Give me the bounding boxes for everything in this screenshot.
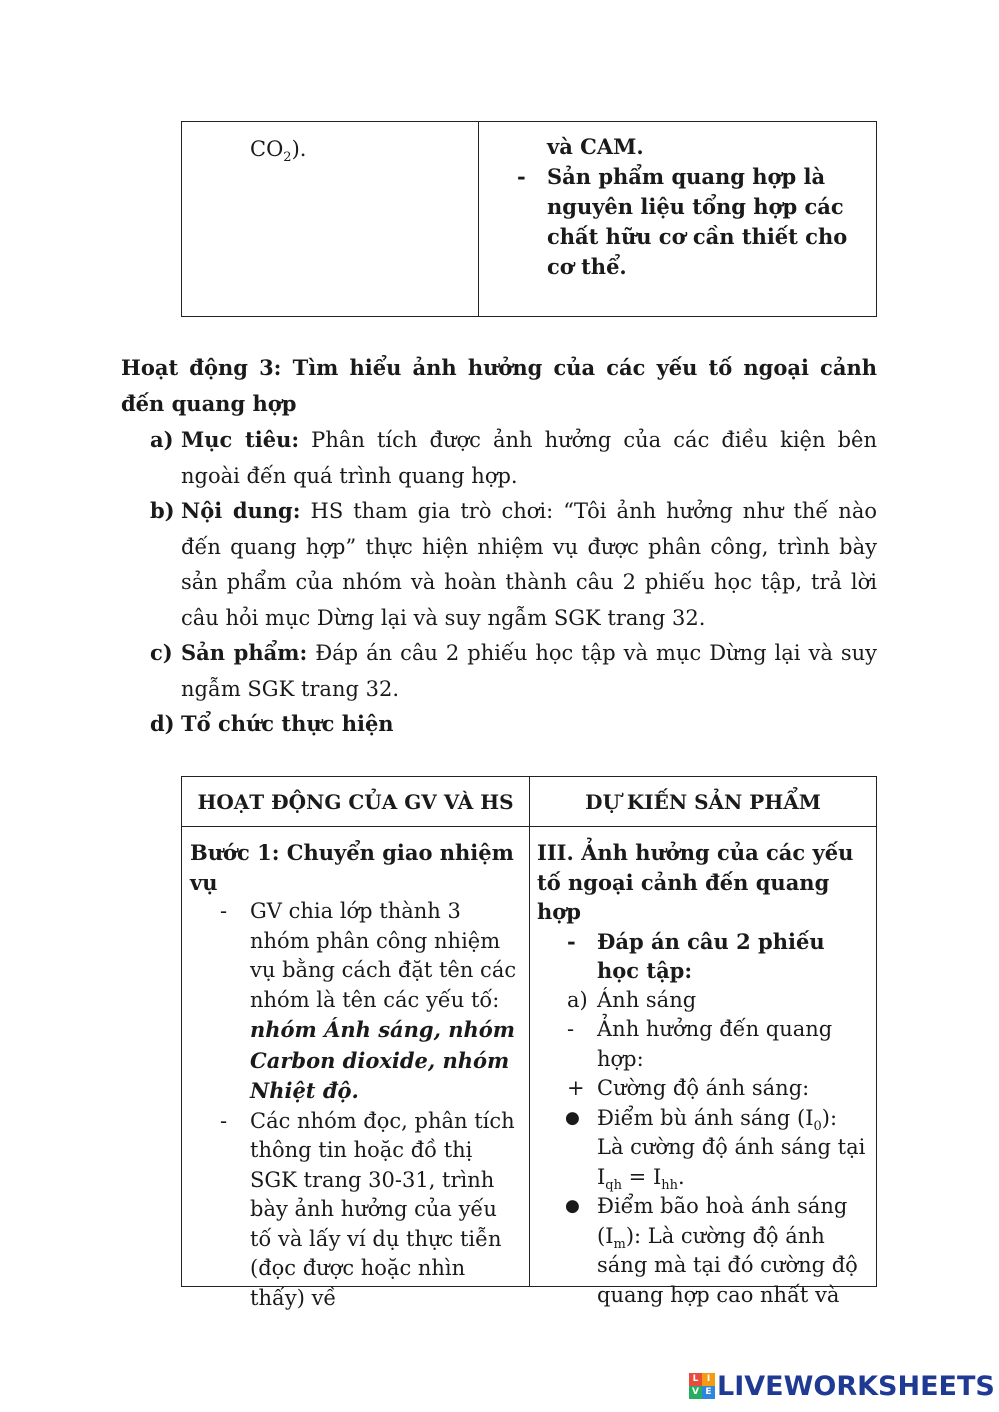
liveworksheets-logo [689, 1368, 995, 1404]
item-marker: b) [150, 498, 175, 523]
logo-letter: E [702, 1386, 715, 1399]
logo-letter: V [689, 1386, 702, 1399]
bullet-text: Các nhóm đọc, phân tích thông tin hoặc đồ thị SGK trang 30-31, trình bày ảnh hưởng của yếu tố và lấy ví dụ thực tiễn (đọc được hoặc nhìn thấy) về [250, 1108, 515, 1310]
continuation-left-cell [182, 122, 479, 316]
logo-letter: I [702, 1373, 715, 1386]
bullet-group-assignment [190, 897, 522, 1107]
continuation-right-cell [479, 122, 876, 316]
item-text: Phân tích được ảnh hưởng của các điều kiện bên ngoài đến quá trình quang hợp. [181, 428, 877, 488]
item-label: Sản phẩm: [181, 640, 308, 665]
effect-text: Ảnh hưởng đến quang hợp: [597, 1017, 833, 1071]
table-column-divider [529, 777, 530, 1286]
sat-text: Điểm bão hoà ánh sáng (I [597, 1194, 848, 1248]
continuation-table [181, 121, 877, 317]
item-marker: c) [150, 640, 173, 665]
product-text: Sản phẩm quang hợp là nguyên liệu tổng hợp các chất hữu cơ cần thiết cho cơ thể. [547, 164, 848, 279]
item-text: HS tham gia trò chơi: “Tôi ảnh hưởng như thế nào đến quang hợp” thực hiện nhiệm vụ được phân công, trình bày sản phẩm của nhóm và hoàn thành câu 2 phiếu học tập, trả lời câu hỏi mục Dừng lại và suy ngẫm SGK trang 32. [181, 499, 877, 630]
intensity-text: Cường độ ánh sáng: [597, 1076, 810, 1100]
bullet-text: GV chia lớp thành 3 nhóm phân công nhiệm vụ bằng cách đặt tên các nhóm là tên các yếu tố: [250, 899, 517, 1012]
item-c-product [150, 635, 877, 707]
bullet-dot-icon: ● [565, 1107, 580, 1128]
right-cell [537, 838, 867, 1310]
bullet-read-analyze [190, 1107, 522, 1314]
item-d-organization [150, 706, 877, 743]
co2-text: $CO_2$). [250, 137, 307, 166]
comp-sub: 0 [813, 1118, 822, 1134]
intensity-line [537, 1074, 867, 1104]
comp-text: = I [622, 1164, 662, 1189]
header-expected-product: DỰ KIẾN SẢN PHẨM [585, 790, 821, 814]
item-text: Đáp án câu 2 phiếu học tập và mục Dừng lại và suy ngẫm SGK trang 32. [181, 641, 877, 701]
liveworksheets-wordmark: LIVEWORKSHEETS [717, 1370, 995, 1402]
item-marker: d) [150, 711, 175, 736]
saturation-point [537, 1192, 867, 1310]
logo-letter: L [689, 1373, 702, 1386]
item-label: Tổ chức thực hiện [181, 711, 394, 736]
bullet-dash: - [220, 899, 228, 923]
comp-text: Điểm bù ánh sáng (I [597, 1105, 814, 1130]
item-marker: a) [150, 427, 174, 452]
item-marker: a) [567, 987, 588, 1012]
step-1-title: Bước 1: Chuyển giao nhiệm vụ [190, 840, 514, 895]
left-cell [190, 838, 522, 1313]
sat-text: ): Là cường độ ánh sáng mà tại đó cường độ quang hợp cao nhất và [597, 1223, 858, 1307]
activity-heading: Hoạt động 3: Tìm hiểu ảnh hưởng của các yếu tố ngoại cảnh đến quang hợp [121, 355, 877, 416]
bullet-dash: - [220, 1108, 228, 1133]
item-label: Mục tiêu: [181, 427, 300, 452]
liveworksheets-mark-icon [689, 1373, 715, 1399]
header-teacher-student: HOẠT ĐỘNG CỦA GV VÀ HS [197, 790, 514, 814]
item-label: Nội dung: [181, 498, 301, 523]
section-iii-title: III. Ảnh hưởng của các yếu tố ngoại cảnh đến quang hợp [537, 840, 854, 924]
sat-sub: m [613, 1236, 626, 1252]
comp-sub: hh [661, 1177, 678, 1193]
bullet-dash: - [517, 164, 526, 189]
item-a-objective [150, 422, 877, 494]
comp-sub: qh [605, 1177, 622, 1193]
bullet-dash: - [567, 1017, 575, 1041]
item-light [537, 986, 867, 1016]
effect-line [537, 1015, 867, 1074]
light-text: Ánh sáng [597, 987, 697, 1012]
cam-text: và CAM. [547, 134, 644, 159]
plus-marker: + [567, 1076, 585, 1100]
answer-heading [537, 927, 867, 986]
activity-table [181, 776, 877, 1310]
bullet-emphasis: nhóm Ánh sáng, nhóm Carbon dioxide, nhóm Nhiệt độ. [250, 1017, 515, 1103]
compensation-point [537, 1104, 867, 1193]
comp-text: ): Là cường độ ánh sáng tại I [597, 1105, 866, 1189]
item-b-content [150, 493, 877, 636]
comp-text: . [678, 1164, 685, 1189]
answer-text: Đáp án câu 2 phiếu học tập: [597, 928, 825, 983]
bullet-dot-icon: ● [565, 1196, 580, 1216]
bullet-dash: - [567, 928, 576, 954]
